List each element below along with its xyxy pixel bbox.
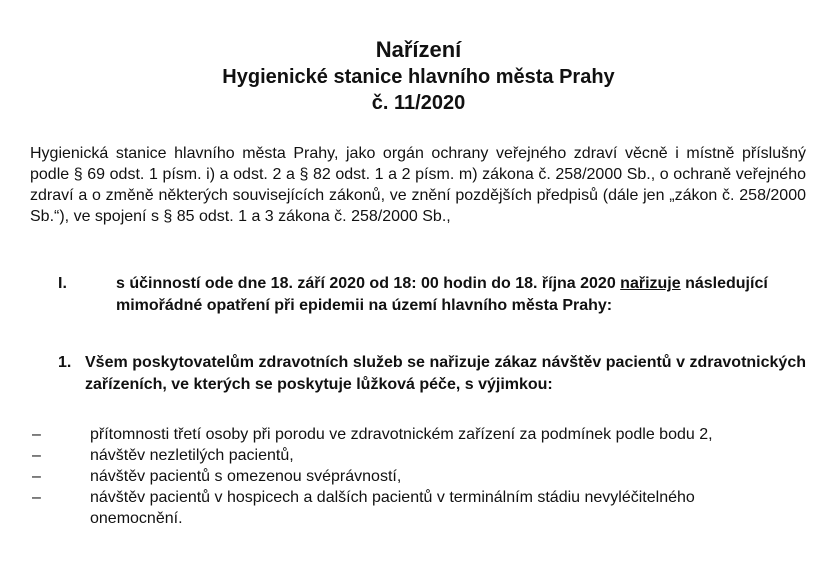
- list-item: [28, 487, 788, 529]
- section-text-end: následující mimořádné opatření při epidemii na území hlavního města Prahy:: [116, 275, 768, 314]
- bullet-dash: –: [32, 468, 41, 485]
- section-number: I.: [58, 275, 67, 292]
- section-text: [116, 273, 806, 317]
- point-text: Všem poskytovatelům zdravotních služeb se nařizuje zákaz návštěv pacientů v zdravotnických zařízeních, ve kterých se poskytuje lůžková péče, s výjimkou:: [85, 354, 806, 393]
- list-item-text: návštěv nezletilých pacientů,: [90, 447, 294, 464]
- list-item-text: návštěv pacientů v hospicech a dalších pacientů v terminálním stádiu nevyléčitelného onemocnění.: [90, 489, 695, 527]
- section-text-underlined: nařizuje: [620, 275, 681, 292]
- exceptions-list: [28, 424, 788, 529]
- document-title: Nařízení: [375, 37, 462, 62]
- intro-paragraph: Hygienická stanice hlavního města Prahy, jako orgán ochrany veřejného zdraví věcně i místně příslušný podle § 69 odst. 1 písm. i) a odst. 2 a § 82 odst. 1 a 2 písm. m) zákona č. 258/2000 Sb., o ochraně veřejného zdraví a o změně některých souvisejících zákonů, ve znění pozdějších předpisů (dále jen „zákon č. 258/2000 Sb.“), ve spojení s § 85 odst. 1 a 3 zákona č. 258/2000 Sb.,: [30, 145, 806, 225]
- section-i: [58, 273, 806, 317]
- list-item: [28, 466, 788, 487]
- section-text-start: s účinností ode dne 18. září 2020 od 18: 00 hodin do 18. října 2020: [116, 275, 621, 292]
- bullet-dash: –: [32, 426, 41, 443]
- list-item: [28, 445, 788, 466]
- list-item: [28, 424, 788, 445]
- bullet-dash: –: [32, 447, 41, 464]
- list-item-text: návštěv pacientů s omezenou svéprávností,: [90, 468, 402, 485]
- document-heading: [0, 36, 837, 116]
- document-number: č. 11/2020: [371, 92, 466, 114]
- document-issuer: Hygienické stanice hlavního města Prahy: [222, 66, 615, 88]
- bullet-dash: –: [32, 489, 41, 506]
- point-1: [58, 352, 806, 396]
- list-item-text: přítomnosti třetí osoby při porodu ve zdravotnickém zařízení za podmínek podle bodu 2,: [90, 426, 713, 443]
- point-number: 1.: [58, 354, 72, 371]
